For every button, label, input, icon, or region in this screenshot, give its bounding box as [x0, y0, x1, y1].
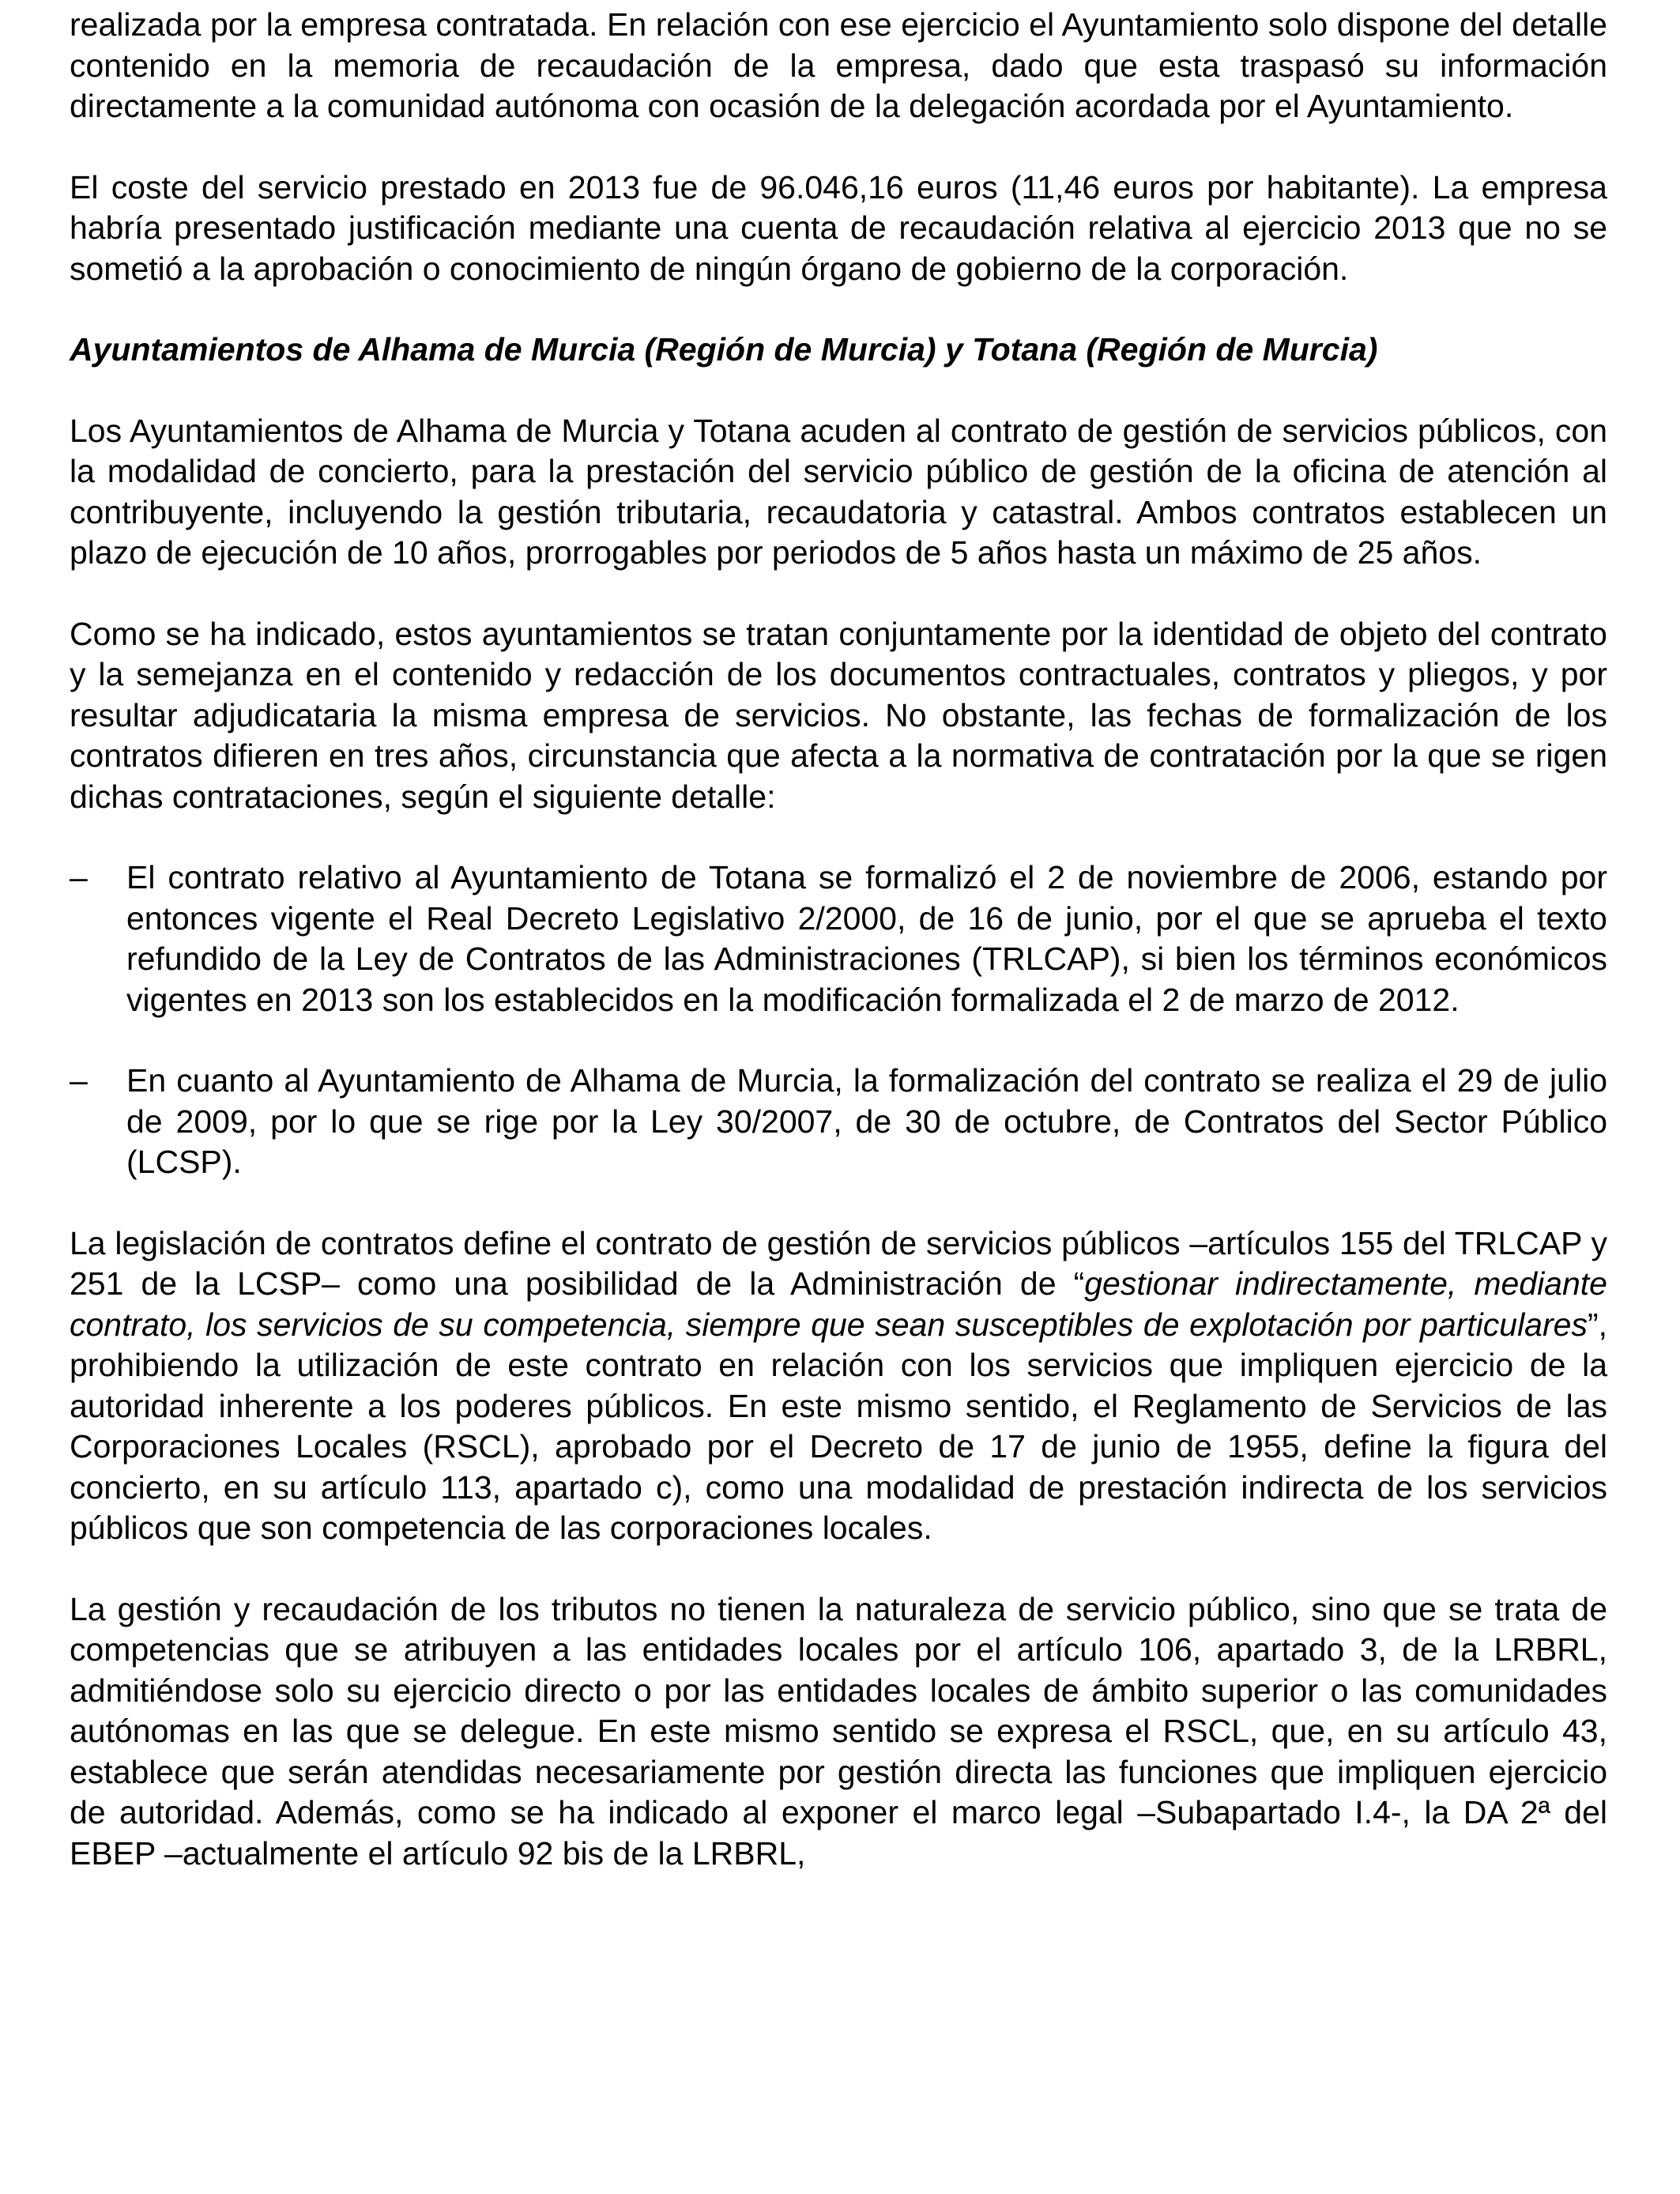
paragraph-text: La legislación de contratos define el contrato de gestión de servicios públicos –artículos 155 del TRLCAP y 251 de la LCSP– como una posibilidad de la Administración de “ — [70, 1224, 1607, 1302]
paragraph-recaudacion-empresa: realizada por la empresa contratada. En relación con ese ejercicio el Ayuntamiento solo dispone del detalle contenido en la memoria de recaudación de la empresa, dado que esta traspasó su información directamente a la comunidad autónoma con ocasión de la delegación acordada por el Ayuntamiento. — [70, 6, 1607, 124]
list-item-alhama — [70, 1061, 1607, 1183]
paragraph-legislacion-contratos — [70, 1223, 1607, 1549]
list-item-text: En cuanto al Ayuntamiento de Alhama de Murcia, la formalización del contrato se realiza el 29 de julio de 2009, por lo que se rige por la Ley 30/2007, de 30 de octubre, de Contratos del Sector Público (LCSP). — [126, 1062, 1607, 1180]
paragraph-coste-servicio: El coste del servicio prestado en 2013 fue de 96.046,16 euros (11,46 euros por habitante). La empresa habría presentado justificación mediante una cuenta de recaudación relativa al ejercicio 2013 que no se sometió a la aprobación o conocimiento de ningún órgano de gobierno de la corporación. — [70, 168, 1607, 287]
list-item-totana — [70, 858, 1607, 1020]
list-item-text: El contrato relativo al Ayuntamiento de Totana se formalizó el 2 de noviembre de 2006, estando por entonces vigente el Real Decreto Legislativo 2/2000, de 16 de junio, por el que se aprueba el texto refundido de la Ley de Contratos de las Administraciones (TRLCAP), si bien los términos económicos vigentes en 2013 son los establecidos en la modificación formalizada el 2 de marzo de 2012. — [126, 859, 1607, 1018]
section-heading: Ayuntamientos de Alhama de Murcia (Región de Murcia) y Totana (Región de Murcia) — [70, 331, 1378, 368]
document-page — [70, 5, 1607, 1874]
paragraph-identidad-objeto: Como se ha indicado, estos ayuntamientos se tratan conjuntamente por la identidad de objeto del contrato y la semejanza en el contenido y redacción de los documentos contractuales, contratos y pliegos, y por resultar adjudicataria la misma empresa de servicios. No obstante, las fechas de formalización de los contratos difieren en tres años, circunstancia que afecta a la normativa de contratación por la que se rigen dichas contrataciones, según el siguiente detalle: — [70, 615, 1607, 815]
paragraph-contrato-gestion: Los Ayuntamientos de Alhama de Murcia y Totana acuden al contrato de gestión de servicios públicos, con la modalidad de concierto, para la prestación del servicio público de gestión de la oficina de atención al contribuyente, incluyendo la gestión tributaria, recaudatoria y catastral. Ambos contratos establecen un plazo de ejecución de 10 años, prorrogables por periodos de 5 años hasta un máximo de 25 años. — [70, 412, 1607, 571]
bullet-list — [70, 858, 1607, 1183]
paragraph-gestion-tributos: La gestión y recaudación de los tributos no tienen la naturaleza de servicio público, sino que se trata de competencias que se atribuyen a las entidades locales por el artículo 106, apartado 3, de la LRBRL, admitiéndose solo su ejercicio directo o por las entidades locales de ámbito superior o las comunidades autónomas en las que se delegue. En este mismo sentido se expresa el RSCL, que, en su artículo 43, establece que serán atendidas necesariamente por gestión directa las funciones que impliquen ejercicio de autoridad. Además, como se ha indicado al exponer el marco legal –Subapartado I.4-, la DA 2ª del EBEP –actualmente el artículo 92 bis de la LRBRL, — [70, 1590, 1607, 1872]
dash-bullet: – — [70, 859, 88, 895]
paragraph-text: ”, prohibiendo la utilización de este contrato en relación con los servicios que impliquen ejercicio de la autoridad inherente a los poderes públicos. En este mismo sentido, el Reglamento de Servicios de las Corporaciones Locales (RSCL), aprobado por el Decreto de 17 de junio de 1955, define la figura del concierto, en su artículo 113, apartado c), como una modalidad de prestación indirecta de los servicios públicos que son competencia de las corporaciones locales. — [70, 1306, 1607, 1546]
legal-quote: gestionar indirectamente, mediante contrato, los servicios de su competencia, siempre que sean susceptibles de explotación por particulares — [70, 1265, 1607, 1343]
dash-bullet: – — [70, 1062, 88, 1099]
